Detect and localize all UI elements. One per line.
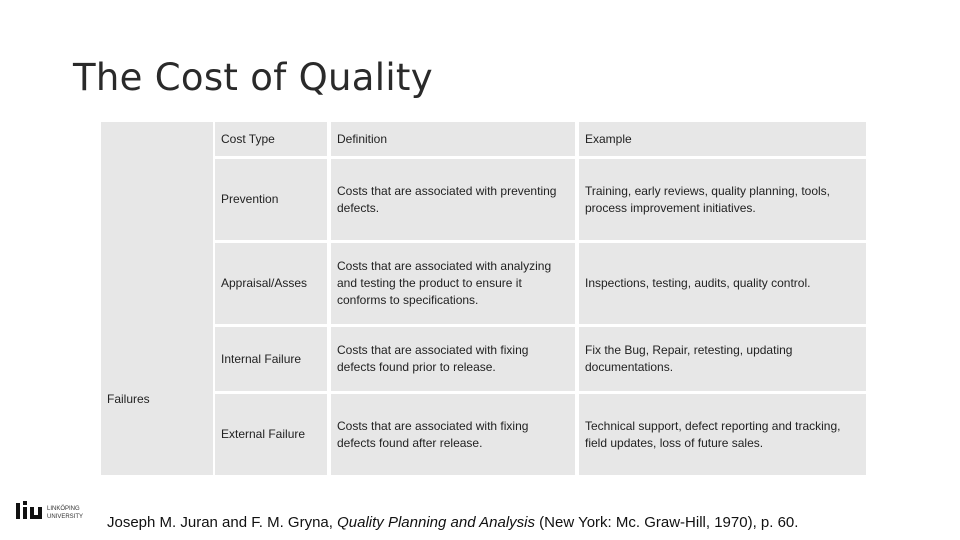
logo-bar-i [23, 507, 27, 519]
row-external-failure-type: External Failure [215, 394, 327, 475]
row-internal-failure-example: Fix the Bug, Repair, retesting, updating documentations. [579, 327, 866, 391]
row-appraisal-definition: Costs that are associated with analyzing and testing the product to ensure it conforms to specifications. [331, 243, 575, 324]
logo-dot-i [23, 501, 27, 505]
citation-authors: Joseph M. Juran and F. M. Gryna, [107, 514, 338, 531]
row-appraisal-example: Inspections, testing, audits, quality control. [579, 243, 866, 324]
logo-line1: LINKÖPING [47, 506, 80, 512]
row-prevention-example: Training, early reviews, quality planning, tools, process improvement initiatives. [579, 159, 866, 240]
failures-label: Failures [107, 392, 150, 406]
header-cost-type: Cost Type [215, 122, 327, 156]
cost-of-quality-table [101, 122, 866, 475]
header-example: Example [579, 122, 866, 156]
row-external-failure-definition: Costs that are associated with fixing defects found after release. [331, 394, 575, 475]
citation [107, 514, 798, 531]
logo-letter-u [30, 507, 42, 519]
logo-bar-l [16, 503, 20, 519]
logo-line2: UNIVERSITY [47, 514, 84, 520]
header-definition: Definition [331, 122, 575, 156]
citation-book-title: Quality Planning and Analysis [337, 514, 536, 531]
row-external-failure-example: Technical support, defect reporting and tracking, field updates, loss of future sales. [579, 394, 866, 475]
row-appraisal-type: Appraisal/Asses [215, 243, 327, 324]
university-logo [14, 497, 99, 525]
failures-group-cell [101, 122, 213, 475]
citation-publication: (New York: Mc. Graw-Hill, 1970), p. 60. [535, 514, 799, 531]
row-prevention-type: Prevention [215, 159, 327, 240]
row-internal-failure-definition: Costs that are associated with fixing defects found prior to release. [331, 327, 575, 391]
row-prevention-definition: Costs that are associated with preventing defects. [331, 159, 575, 240]
slide-title: The Cost of Quality [73, 56, 433, 99]
row-internal-failure-type: Internal Failure [215, 327, 327, 391]
